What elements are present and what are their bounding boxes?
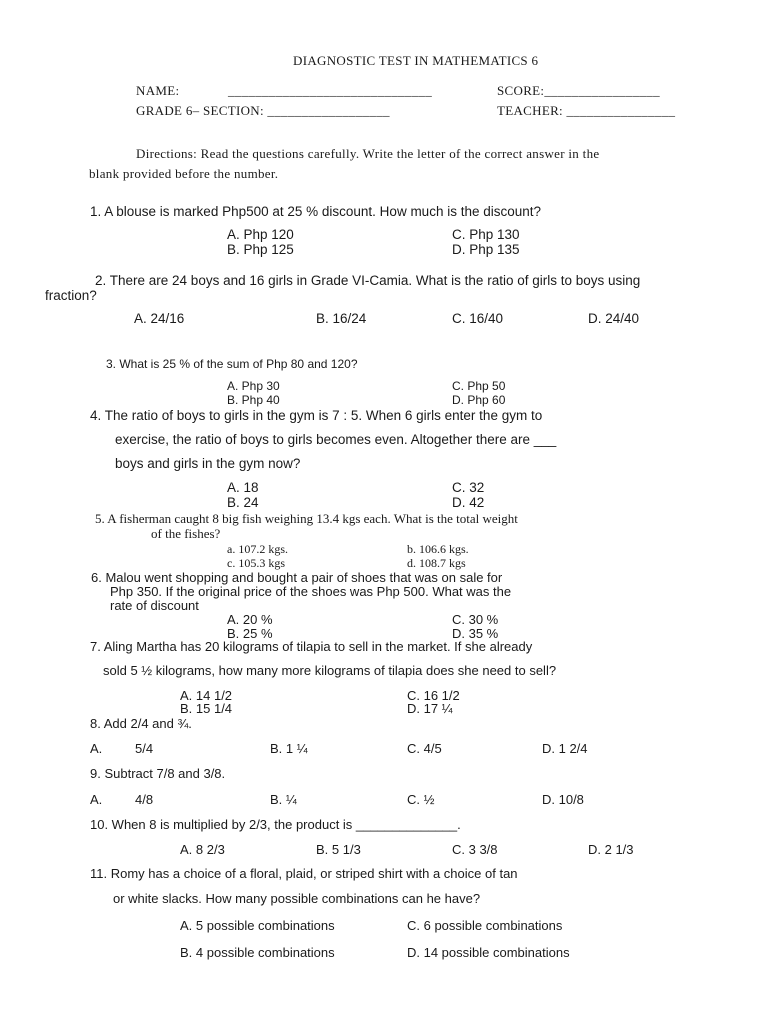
q9-choice-a-letter: A. (90, 792, 103, 807)
q10-choice-a: A. 8 2/3 (180, 842, 225, 857)
score-field[interactable]: SCORE:_________________ (497, 83, 660, 98)
question-7-line-2: sold 5 ½ kilograms, how many more kilograms of tilapia does she need to sell? (103, 663, 557, 678)
question-11-line-1: 11. Romy has a choice of a floral, plaid, or striped shirt with a choice of tan (90, 866, 518, 881)
q10-choice-b: B. 5 1/3 (316, 842, 361, 857)
q3-choice-a: A. Php 30 (227, 379, 280, 393)
question-1: 1. A blouse is marked Php500 at 25 % discount. How much is the discount? (90, 204, 542, 219)
q8-choice-a-value: 5/4 (135, 741, 154, 756)
q11-choice-d: D. 14 possible combinations (407, 945, 570, 960)
q7-choice-c: C. 16 1/2 (407, 688, 460, 703)
q3-choice-d: D. Php 60 (452, 393, 506, 407)
q11-choice-a: A. 5 possible combinations (180, 918, 335, 933)
q4-choice-c: C. 32 (452, 480, 485, 495)
question-2-line-1: 2. There are 24 boys and 16 girls in Grade VI-Camia. What is the ratio of girls to boys using (95, 273, 641, 288)
question-8: 8. Add 2/4 and ¾. (90, 716, 192, 731)
q5-choice-b: b. 106.6 kgs. (407, 542, 469, 556)
q1-choice-c: C. Php 130 (452, 227, 520, 242)
teacher-field[interactable]: TEACHER: ________________ (497, 103, 676, 118)
q2-choice-d: D. 24/40 (588, 311, 640, 326)
question-3: 3. What is 25 % of the sum of Php 80 and 120? (106, 357, 358, 371)
q3-choice-b: B. Php 40 (227, 393, 280, 407)
name-field[interactable]: ______________________________ (228, 83, 432, 98)
q8-choice-b: B. 1 ¼ (270, 741, 308, 756)
q2-choice-b: B. 16/24 (316, 311, 367, 326)
q5-choice-d: d. 108.7 kgs (407, 556, 466, 570)
q1-choice-a: A. Php 120 (227, 227, 294, 242)
q9-choice-b: B. ¼ (270, 792, 297, 807)
q8-choice-a-letter: A. (90, 741, 103, 756)
q7-choice-b: B. 15 1/4 (180, 701, 233, 716)
q6-choice-b: B. 25 % (227, 626, 273, 641)
q4-choice-d: D. 42 (452, 495, 485, 510)
q7-choice-a: A. 14 1/2 (180, 688, 233, 703)
q2-choice-c: C. 16/40 (452, 311, 504, 326)
q2-choice-a: A. 24/16 (134, 311, 185, 326)
directions-line-2: blank provided before the number. (89, 166, 279, 181)
question-7-line-1: 7. Aling Martha has 20 kilograms of tilapia to sell in the market. If she already (90, 639, 533, 654)
q6-choice-a: A. 20 % (227, 612, 273, 627)
q10-choice-c: C. 3 3/8 (452, 842, 498, 857)
name-label: NAME: (136, 83, 180, 98)
q6-choice-c: C. 30 % (452, 612, 499, 627)
q6-choice-d: D. 35 % (452, 626, 499, 641)
q11-choice-b: B. 4 possible combinations (180, 945, 335, 960)
q3-choice-c: C. Php 50 (452, 379, 506, 393)
question-11-line-2: or white slacks. How many possible combinations can he have? (113, 891, 481, 906)
question-4-line-3: boys and girls in the gym now? (115, 456, 301, 471)
q1-choice-d: D. Php 135 (452, 242, 520, 257)
q8-choice-c: C. 4/5 (407, 741, 442, 756)
q10-choice-d: D. 2 1/3 (588, 842, 634, 857)
q9-choice-a-value: 4/8 (135, 792, 154, 807)
q4-choice-b: B. 24 (227, 495, 259, 510)
q5-choice-a: a. 107.2 kgs. (227, 542, 288, 556)
q7-choice-d: D. 17 ¼ (407, 701, 453, 716)
q8-choice-d: D. 1 2/4 (542, 741, 588, 756)
grade-section-field[interactable]: GRADE 6– SECTION: __________________ (136, 103, 390, 118)
question-6-line-1: 6. Malou went shopping and bought a pair of shoes that was on sale for (91, 570, 503, 585)
page-title: DIAGNOSTIC TEST IN MATHEMATICS 6 (293, 53, 539, 68)
question-4-line-2: exercise, the ratio of boys to girls becomes even. Altogether there are ___ (115, 432, 557, 447)
question-4-line-1: 4. The ratio of boys to girls in the gym is 7 : 5. When 6 girls enter the gym to (90, 408, 543, 423)
question-2-line-2: fraction? (45, 288, 97, 303)
question-5-line-1: 5. A fisherman caught 8 big fish weighing 13.4 kgs each. What is the total weight (95, 511, 518, 526)
directions-line-1: Directions: Read the questions carefully. Write the letter of the correct answer in the (136, 146, 600, 161)
question-6-line-3: rate of discount (110, 598, 199, 613)
question-10: 10. When 8 is multiplied by 2/3, the product is ______________. (90, 817, 461, 832)
q4-choice-a: A. 18 (227, 480, 259, 495)
question-5-line-2: of the fishes? (151, 526, 221, 541)
question-9: 9. Subtract 7/8 and 3/8. (90, 766, 226, 781)
q11-choice-c: C. 6 possible combinations (407, 918, 563, 933)
q9-choice-d: D. 10/8 (542, 792, 584, 807)
q1-choice-b: B. Php 125 (227, 242, 294, 257)
q9-choice-c: C. ½ (407, 792, 435, 807)
q5-choice-c: c. 105.3 kgs (227, 556, 285, 570)
question-6-line-2: Php 350. If the original price of the shoes was Php 500. What was the (110, 584, 512, 599)
